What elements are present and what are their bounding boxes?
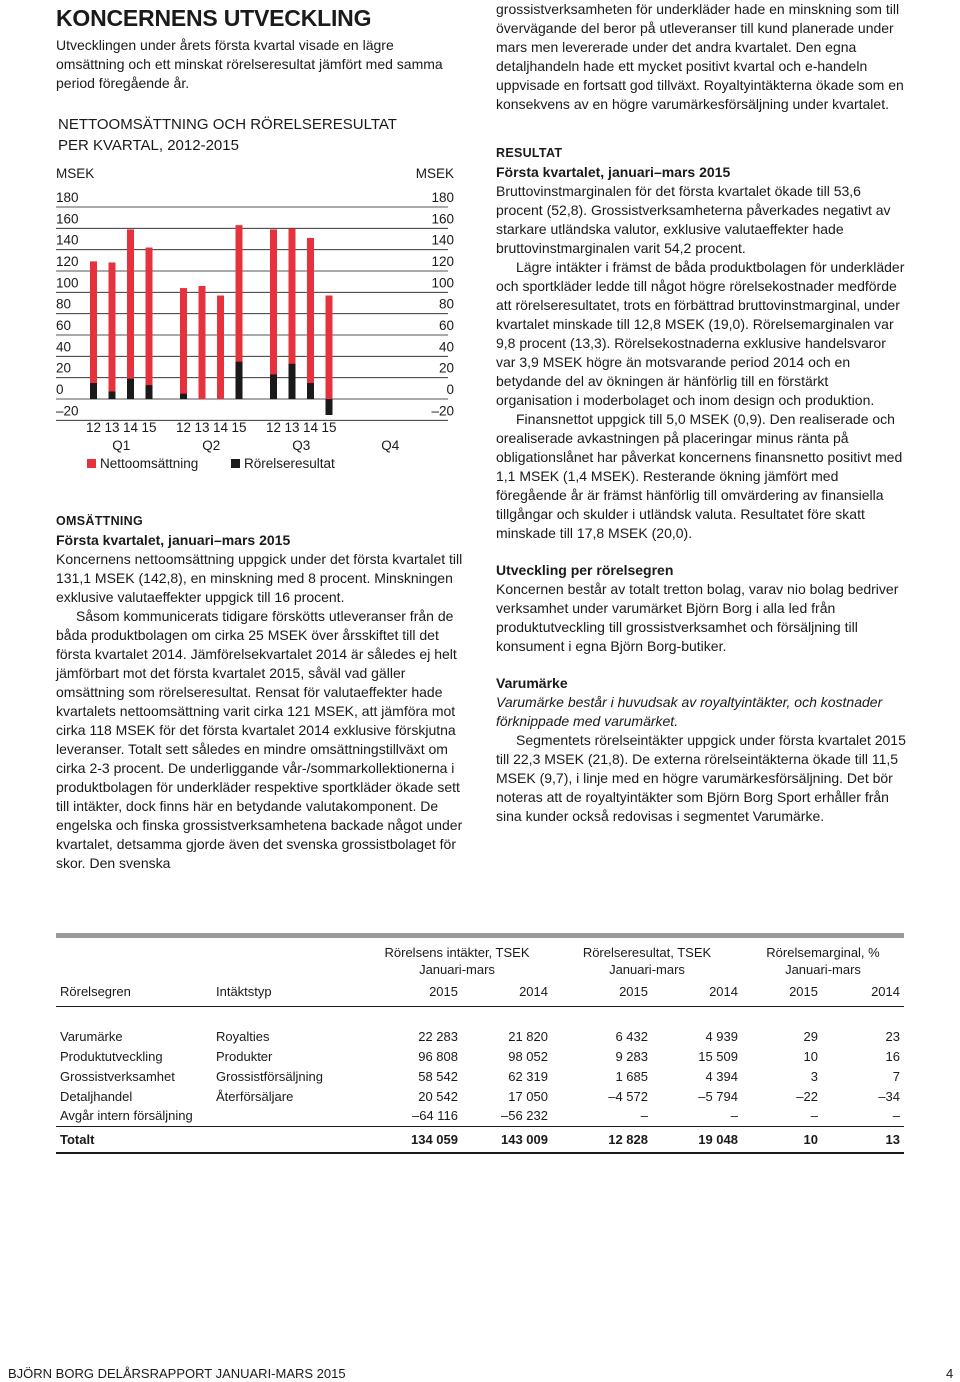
table-cell: 4 394	[705, 1068, 738, 1084]
table-cell: 15 509	[698, 1048, 738, 1064]
segment-table	[56, 933, 904, 1154]
x-quarter-label: Q4	[381, 438, 400, 453]
paragraph: Finansnettot uppgick till 5,0 MSEK (0,9). Den realiserade och orealiserade avkastningen på placeringar minus ränta på obligationslånet har påverkat koncernens finansnetto positivt med 1,1 MSEK (1,4 MSEK). Resterande ökning jämfört med föregående år är främst hänförlig till omvärdering av finansiella tillgångar och skulder i utländsk valuta. Resultatet före skatt minskade till 17,8 MSEK (20,0).	[496, 411, 903, 541]
y-tick-label-right: 80	[438, 296, 454, 312]
paragraph: Segmentets rörelseintäkter uppgick under första kvartalet 2015 till 22,3 MSEK (21,8). De externa rörelseintäkterna ökade till 11,5 MSEK (9,7), i linje med en högre varumärkesförsäljning. Det bör noteras att de royaltyintäkter som Björn Borg Sport erhåller från sina kunder också redovisas i segmentet Varumärke.	[496, 732, 906, 824]
chart-title-line-2: PER KVARTAL, 2012-2015	[58, 137, 239, 154]
bar-rorelseresultat	[146, 385, 153, 399]
quarterly-bar-chart	[50, 160, 470, 480]
table-cell: Återförsäljare	[216, 1088, 294, 1104]
table-cell: –34	[878, 1088, 900, 1104]
table-cell: 22 283	[418, 1028, 458, 1044]
y-unit-left: MSEK	[56, 166, 95, 181]
bar-nettoomsattning	[217, 296, 224, 399]
x-year-label: 13	[194, 420, 210, 435]
table-cell: Produkter	[216, 1048, 273, 1064]
x-quarter-label: Q3	[292, 438, 311, 453]
x-quarter-label: Q1	[112, 438, 131, 453]
y-tick-label-right: 140	[431, 232, 454, 248]
paragraph: Såsom kommunicerats tidigare förskötts utleveranser från de båda produktbolagen om cirka 25 MSEK över årsskiftet till det första kvartalet 2014. Jämförelsekvartalet 2014 är således ej helt jämförbart mot det första kvartalet 2015, såväl vad gäller omsättning som rörelseresultat. Rensat för valutaeffekter hade kvartalets nettoomsättning varit cirka 121 MSEK, att jämföra mot cirka 118 MSEK för det första kvartalet 2014 exklusive förskjutna leveranser. Totalt sett således en mindre omsättningstillväxt om cirka 2-3 procent. De underliggande vår-/sommarkollektionerna i produktbolagen för underkläder respektive sportkläder ökade sett till intäkter, dock finns här en betydande valutakomponent. De engelska och finska grossistverksamhetena backade något under kvartalet, detsamma gjorde även det svenska grossistbolaget för skor. Den svenska	[56, 608, 463, 871]
subheading-q1: Första kvartalet, januari–mars 2015	[56, 532, 291, 548]
y-tick-label-left: 40	[56, 339, 72, 355]
bar-rorelseresultat	[127, 379, 134, 399]
section-heading-resultat: RESULTAT	[496, 146, 563, 160]
table-top-rule	[56, 933, 904, 938]
x-year-label: 15	[321, 420, 337, 435]
table-body	[56, 1026, 904, 1126]
col-head: 2015	[619, 984, 648, 1000]
table-cell: 62 319	[508, 1068, 548, 1084]
page-number: 4	[946, 1366, 954, 1381]
col-head: Rörelsegren	[60, 984, 131, 1000]
legend-swatch-rorelseresultat	[231, 459, 240, 468]
y-tick-label-left: 60	[56, 318, 72, 333]
table-cell: –5 794	[698, 1088, 738, 1104]
bar-rorelseresultat	[236, 362, 243, 399]
paragraph: Lägre intäkter i främst de båda produktbolagen för underkläder och sportkläder ledde till något högre rörelsekostnader medförde att rörelseresultatet, trots en förbättrad bruttovinstmarginal, under kvartalet minskade till 12,8 MSEK (19,0). Rörelsemarginalen var 9,8 procent (13,3). Rörelsekostnaderna exklusive handelsvaror var 3,9 MSEK högre än motsvarande period 2014 och en betydande del av ökningen är hänförlig till en förstärkt organisation i moderbolaget och inom design och produktion.	[496, 259, 905, 408]
table-cell: 96 808	[418, 1048, 458, 1064]
bar-rorelseresultat	[180, 394, 187, 399]
table-cell: –	[892, 1108, 900, 1124]
y-tick-label-right: 180	[431, 190, 454, 205]
table-row	[56, 1026, 904, 1046]
table-cell: 20 542	[418, 1088, 458, 1104]
bar-nettoomsattning	[109, 262, 116, 399]
table-cell: Royalties	[216, 1028, 270, 1044]
table-cell: –64 116	[411, 1108, 458, 1124]
legend-label-rorelseresultat: Rörelseresultat	[244, 456, 335, 471]
chart-title-line-1: NETTOOMSÄTTNING OCH RÖRELSERESULTAT	[58, 116, 397, 133]
table-row	[56, 1086, 904, 1106]
table-cell: Detaljhandel	[60, 1088, 133, 1104]
bar-nettoomsattning	[270, 229, 277, 399]
table-cell: 6 432	[615, 1028, 648, 1044]
col-head: 2015	[429, 984, 458, 1000]
y-tick-label-left: 80	[56, 296, 72, 312]
x-quarter-label: Q2	[202, 438, 221, 453]
y-tick-label-left: –20	[56, 403, 79, 419]
subheading-segments: Utveckling per rörelsegren	[496, 562, 674, 578]
table-cell: –	[640, 1108, 648, 1124]
group-head-resultat: Rörelseresultat, TSEK Januari-mars	[582, 945, 712, 977]
table-cell: 17 050	[508, 1088, 548, 1104]
table-cell: –22	[796, 1088, 818, 1104]
bar-nettoomsattning	[199, 286, 206, 399]
bar-rorelseresultat	[289, 364, 296, 399]
col-head: 2014	[871, 984, 900, 1000]
group-head-intakter: Rörelsens intäkter, TSEK Januari-mars	[384, 945, 530, 977]
x-year-label: 14	[302, 420, 319, 435]
bar-nettoomsattning	[90, 261, 97, 399]
table-cell: 4 939	[705, 1028, 738, 1044]
y-tick-label-right: 40	[438, 339, 454, 355]
paragraph: grossistverksamheten för underkläder hade en minskning som till övervägande del beror på utleveranser till kund planerade under mars men levererade under det andra kvartalet. Den egna detaljhandeln hade ett mycket positivt kvartal och e-handeln uppvisade en fortsatt god tillväxt. Royaltyintäkterna ökade som en konsekvens av en högre varumärkesförsäljning under kvartalet.	[496, 1, 904, 112]
table-cell: 23	[885, 1028, 900, 1044]
paragraph-italic: Varumärke består i huvudsak av royaltyintäkter, och kostnader förknippade med varumärket.	[496, 694, 883, 729]
bar-rorelseresultat	[270, 374, 277, 399]
paragraph: Koncernens nettoomsättning uppgick under det första kvartalet till 131,1 MSEK (142,8), en minskning med 8 procent. Minskningen exklusive valutaeffekter uppgick till 16 procent.	[56, 551, 463, 605]
table-cell: 1 685	[615, 1068, 648, 1084]
paragraph: Koncernen består av totalt tretton bolag, varav nio bolag bedriver verksamhet under varumärket Björn Borg i alla led från produktutveckling till grossistverksamhet och försäljning till konsument i egna Björn Borg-butiker.	[496, 581, 899, 654]
y-unit-right: MSEK	[415, 166, 454, 181]
col-head: 2014	[709, 984, 738, 1000]
chart-title	[58, 114, 397, 156]
right-column	[496, 0, 908, 826]
table-cell: Grossistverksamhet	[60, 1068, 175, 1084]
table-cell: –56 232	[501, 1108, 548, 1124]
x-year-label: 12	[85, 420, 102, 435]
x-year-label: 15	[231, 420, 247, 435]
segment-table-grid	[56, 944, 904, 1152]
y-tick-label-left: 180	[56, 190, 79, 205]
table-cell: 3	[810, 1068, 818, 1084]
x-year-label: 14	[122, 420, 139, 435]
table-cell: –	[730, 1108, 738, 1124]
bar-nettoomsattning	[326, 296, 333, 399]
table-cell: 7	[892, 1068, 900, 1084]
col-head: 2014	[519, 984, 548, 1000]
y-tick-label-right: 60	[438, 318, 454, 333]
table-cell: Avgår intern försäljning	[60, 1108, 193, 1124]
intro-text: Utvecklingen under årets första kvartal visade en lägre omsättning och ett minskat rörelseresultat jämfört med samma period föregående år.	[56, 37, 443, 91]
y-tick-label-right: 20	[438, 360, 454, 376]
subheading-q1: Första kvartalet, januari–mars 2015	[496, 164, 731, 180]
table-cell: 98 052	[508, 1048, 548, 1064]
table-row	[56, 1046, 904, 1066]
table-cell: 16	[885, 1048, 900, 1064]
table-cell	[212, 1106, 362, 1126]
table-col-head-row	[56, 978, 904, 1006]
table-row	[56, 1066, 904, 1086]
table-cell: Varumärke	[60, 1028, 123, 1044]
bar-nettoomsattning	[180, 288, 187, 399]
paragraph: Bruttovinstmarginalen för det första kvartalet ökade till 53,6 procent (52,8). Grossistverksamheterna påverkades negativt av starkare utländska valutor, exklusive valutaeffekter hade bruttovinstmarginalen varit 54,2 procent.	[496, 183, 891, 256]
legend-label-nettoomsattning: Nettoomsättning	[100, 456, 199, 471]
table-cell: 10	[803, 1048, 818, 1064]
table-cell: Produktutveckling	[60, 1048, 163, 1064]
bar-rorelseresultat	[90, 383, 97, 399]
y-tick-label-right: 100	[431, 275, 454, 291]
y-tick-label-right: 120	[431, 254, 454, 269]
table-cell: 21 820	[508, 1028, 548, 1044]
y-tick-label-left: 0	[56, 382, 64, 397]
bar-rorelseresultat	[109, 392, 116, 399]
group-head-marginal: Rörelsemarginal, % Januari-mars	[766, 945, 880, 977]
x-year-label: 12	[175, 420, 192, 435]
table-cell: –4 572	[608, 1088, 648, 1104]
col-head: 2015	[789, 984, 818, 1000]
table-row	[56, 1106, 904, 1126]
x-year-label: 12	[265, 420, 282, 435]
table-cell: 58 542	[418, 1068, 458, 1084]
footer-title: BJÖRN BORG DELÅRSRAPPORT JANUARI-MARS 2015	[8, 1366, 346, 1381]
bar-rorelseresultat	[307, 383, 314, 399]
x-year-label: 14	[212, 420, 229, 435]
y-tick-label-left: 100	[56, 275, 79, 291]
x-year-label: 15	[141, 420, 157, 435]
table-bottom-rule	[56, 1152, 904, 1154]
y-tick-label-left: 20	[56, 360, 72, 376]
section-heading-omsattning: OMSÄTTNING	[56, 514, 144, 528]
x-year-label: 13	[284, 420, 300, 435]
y-tick-label-right: –20	[431, 403, 454, 419]
bar-nettoomsattning	[307, 238, 314, 399]
bar-rorelseresultat	[326, 399, 333, 415]
table-group-head-row	[56, 944, 904, 978]
table-cell: 29	[803, 1028, 818, 1044]
table-cell: Grossistförsäljning	[216, 1068, 323, 1084]
page-heading: KONCERNENS UTVECKLING	[56, 5, 372, 31]
bar-nettoomsattning	[127, 229, 134, 399]
bar-nettoomsattning	[146, 248, 153, 399]
col-head: Intäktstyp	[216, 984, 272, 1000]
table-total-row: Totalt 134 059 143 009 12 828 19 048 10 13	[56, 1126, 904, 1152]
legend-swatch-nettoomsattning	[87, 459, 96, 468]
table-cell: 9 283	[615, 1048, 648, 1064]
y-tick-label-left: 160	[56, 211, 79, 227]
x-year-label: 13	[104, 420, 120, 435]
left-column	[56, 512, 466, 873]
subheading-varumarke: Varumärke	[496, 675, 568, 691]
y-tick-label-right: 160	[431, 211, 454, 227]
y-tick-label-left: 120	[56, 254, 79, 269]
y-tick-label-right: 0	[446, 382, 454, 397]
y-tick-label-left: 140	[56, 232, 79, 248]
table-cell: –	[810, 1108, 818, 1124]
